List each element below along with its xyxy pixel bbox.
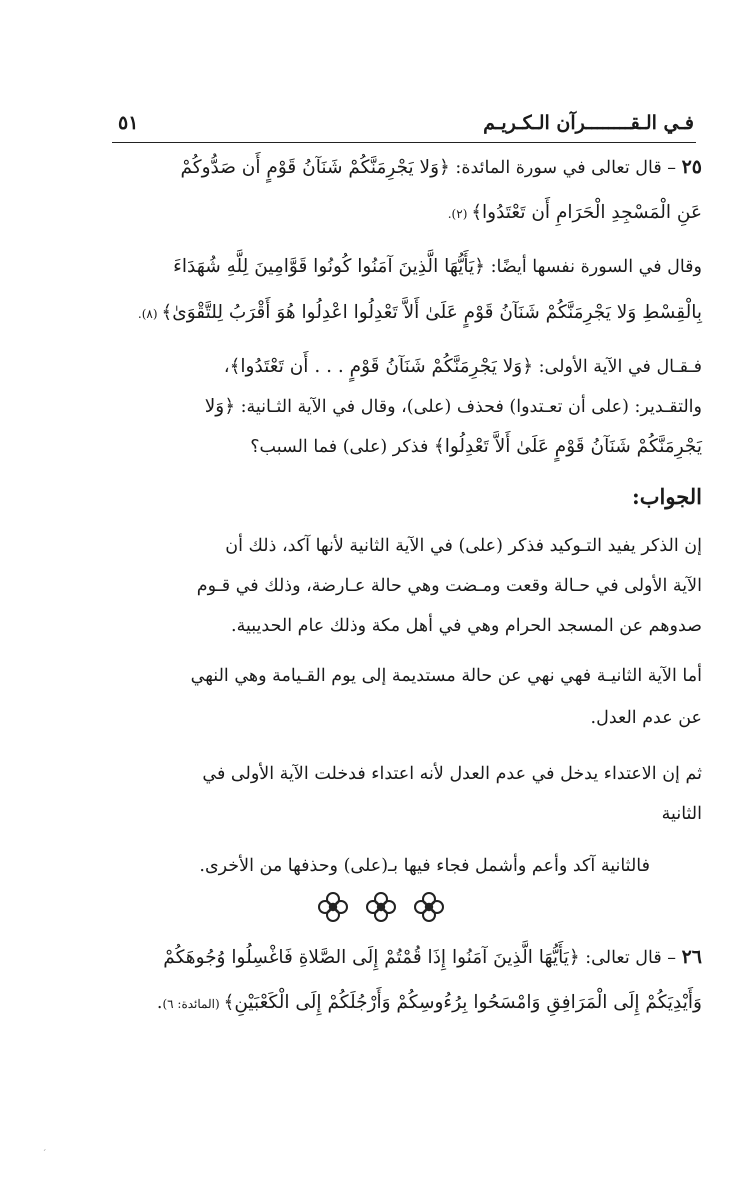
page-number: ٥١ (118, 112, 139, 134)
answer-paragraph-1-line-1: إن الذكر يفيد التـوكيد فذكر (على) في الآية الثانية لأنها آكد، ذلك أن (225, 536, 702, 556)
answer-paragraph-3-line-2: الثانية (661, 804, 702, 824)
header-divider (112, 142, 696, 143)
quran-verse: ﴿وَلا يَجْرِمَنَّكُمْ شَنَآنُ قَوْمٍ . . . أَن تَعْتَدُوا﴾ (229, 356, 534, 377)
question-25-line-3: وقال في السورة نفسها أيضًا: ﴿يَأَيُّهَا الَّذِينَ آمَنُوا كُونُوا قَوَّامِينَ لِلَّهِ شُهَدَاءَ (173, 256, 702, 277)
flower-icon (412, 890, 446, 924)
answer-heading: الجواب: (632, 484, 702, 509)
quran-verse: عَنِ الْمَسْجِدِ الْحَرَامِ أَن تَعْتَدُوا﴾ (471, 202, 702, 223)
verse-reference: (٨). (137, 307, 162, 321)
quran-verse: بِالْقِسْطِ وَلا يَجْرِمَنَّكُمْ شَنَآنُ قَوْمٍ عَلَىٰ أَلاَّ تَعْدِلُوا اعْدِلُوا هُوَ أَقْرَبُ لِلتَّقْوَىٰ﴾ (161, 302, 702, 323)
question-25-line-5: فـقـال في الآية الأولى: ﴿وَلا يَجْرِمَنَّكُمْ شَنَآنُ قَوْمٍ . . . أَن تَعْتَدُوا﴾، (223, 356, 702, 377)
answer-paragraph-1-line-2: الآية الأولى في حـالة وقعت ومـضت وهي حالة عـارضة، وذلك في قـوم (196, 576, 702, 596)
three-flower-ornament-icon (316, 890, 446, 924)
verse-reference: (٢). (447, 207, 472, 221)
quran-verse: ﴿يَأَيُّهَا الَّذِينَ آمَنُوا إِذَا قُمْتُمْ إِلَى الصَّلاةِ فَاغْسِلُوا وُجُوهَكُمْ (163, 947, 580, 968)
quran-verse: ﴿وَلا يَجْرِمَنَّكُمْ شَنَآنُ قَوْمٍ أَن صَدُّوكُمْ (180, 157, 450, 178)
page-header (112, 112, 694, 140)
answer-paragraph-3-line-1: ثم إن الاعتداء يدخل في عدم العدل لأنه اعتداء فدخلت الآية الأولى في (202, 764, 702, 784)
question-25-line-1: ٢٥ – قال تعالى في سورة المائدة: ﴿وَلا يَجْرِمَنَّكُمْ شَنَآنُ قَوْمٍ أَن صَدُّوكُمْ (180, 156, 702, 178)
question-25-line-4 (138, 302, 702, 323)
answer-paragraph-2-line-2: عن عدم العدل. (590, 708, 702, 728)
question-25-line-6: والتقـدير: (على أن تعـتدوا) فحذف (على)، وقال في الآية الثـانية: ﴿وَلا (204, 396, 702, 417)
question-number: ٢٦ (681, 946, 702, 968)
question-26 (74, 946, 702, 1046)
quran-verse: وَأَيْدِيَكُمْ إِلَى الْمَرَافِقِ وَامْسَحُوا بِرُءُوسِكُمْ وَأَرْجُلَكُمْ إِلَى الْكَعْبَيْنِ﴾ (223, 992, 702, 1013)
question-number: ٢٥ (681, 156, 702, 178)
verse-reference: (المائدة: ٦) (162, 997, 224, 1011)
question-26-line-2: وَأَيْدِيَكُمْ إِلَى الْمَرَافِقِ وَامْسَحُوا بِرُءُوسِكُمْ وَأَرْجُلَكُمْ إِلَى الْكَعْبَيْنِ﴾ (المائدة: ٦). (156, 992, 702, 1013)
answer-paragraph-1-line-3: صدوهم عن المسجد الحرام وهي في أهل مكة وذلك عام الحديبية. (231, 616, 702, 636)
quran-verse: يَجْرِمَنَّكُمْ شَنَآنُ قَوْمٍ عَلَىٰ أَلاَّ تَعْدِلُوا﴾ (433, 436, 702, 457)
question-26-line-1: ٢٦ – قال تعالى: ﴿يَأَيُّهَا الَّذِينَ آمَنُوا إِذَا قُمْتُمْ إِلَى الصَّلاةِ فَاغْسِلُوا وُجُوهَكُمْ (163, 946, 702, 968)
answer-paragraph-4: فالثانية آكد وأعم وأشمل فجاء فيها بـ(على) وحذفها من الأخرى. (199, 856, 650, 876)
quran-verse: ﴿وَلا (204, 396, 236, 417)
question-25-line-2 (448, 202, 702, 223)
answer-section (74, 484, 702, 884)
question-25-line-7: يَجْرِمَنَّكُمْ شَنَآنُ قَوْمٍ عَلَىٰ أَلاَّ تَعْدِلُوا﴾ فذكر (على) فما السبب؟ (250, 436, 702, 457)
quran-verse: ﴿يَأَيُّهَا الَّذِينَ آمَنُوا كُونُوا قَوَّامِينَ لِلَّهِ شُهَدَاءَ (173, 256, 486, 277)
flower-icon (316, 890, 350, 924)
scan-mark: ´ (42, 1150, 47, 1160)
answer-paragraph-2-line-1: أما الآية الثانيـة فهي نهي عن حالة مستديمة إلى يوم القـيامة وهي النهي (190, 666, 702, 686)
question-25 (74, 156, 702, 486)
book-title: فـي الـقــــــــرآن الـكـريـم (483, 112, 694, 134)
flower-icon (364, 890, 398, 924)
